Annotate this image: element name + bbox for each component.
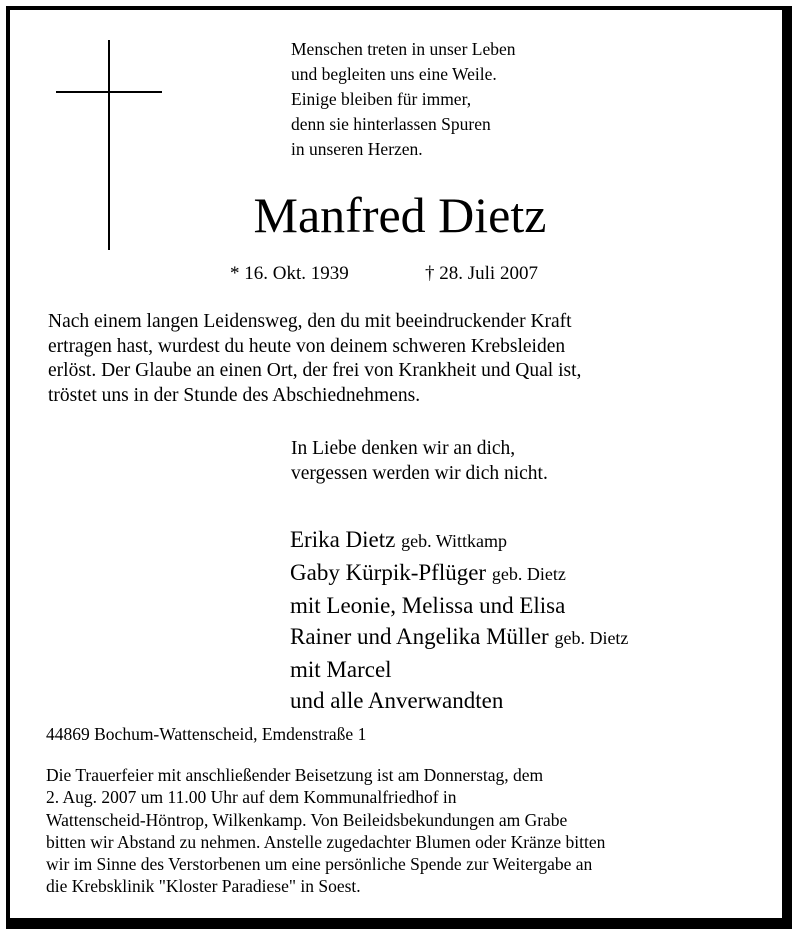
farewell-text — [291, 437, 771, 486]
mourner-maiden-name: geb. Dietz — [491, 564, 566, 584]
funeral-line: die Krebsklinik "Kloster Paradiese" in Soest. — [46, 876, 361, 897]
poem-line: in unseren Herzen. — [291, 139, 423, 159]
funeral-line: Die Trauerfeier mit anschließender Beisetzung ist am Donnerstag, dem — [46, 765, 544, 785]
mourner-row — [290, 685, 770, 716]
mourner-name: Erika Dietz — [290, 527, 396, 552]
funeral-notice — [46, 764, 776, 898]
poem-line: Einige bleiben für immer, — [291, 89, 472, 109]
mourner-row — [290, 557, 770, 590]
poem-line: und begleiten uns eine Weile. — [291, 64, 497, 84]
family-address: 44869 Bochum-Wattenscheid, Emdenstraße 1 — [46, 724, 367, 744]
mourner-maiden-name: geb. Dietz — [554, 628, 629, 648]
mourner-row — [290, 590, 770, 621]
farewell-line: In Liebe denken wir an dich, — [291, 438, 516, 459]
funeral-line: wir im Sinne des Verstorbenen um eine persönliche Spende zur Weitergabe an — [46, 854, 593, 875]
mourner-name: mit Leonie, Melissa und Elisa — [290, 593, 566, 618]
obituary-message — [48, 310, 778, 408]
funeral-line: Wattenscheid-Höntrop, Wilkenkamp. Von Beileidsbekundungen am Grabe — [46, 809, 568, 830]
mourner-row — [290, 621, 770, 654]
mourner-name: Gaby Kürpik-Pflüger — [290, 560, 487, 585]
birth-date: * 16. Okt. 1939 — [230, 263, 349, 284]
mourner-name: und alle Anverwandten — [290, 688, 504, 713]
poem — [291, 37, 711, 162]
mourner-name: Rainer und Angelika Müller — [290, 624, 549, 649]
funeral-line: 2. Aug. 2007 um 11.00 Uhr auf dem Kommunalfriedhof in — [46, 787, 457, 808]
mourner-name: mit Marcel — [290, 657, 392, 682]
message-line: tröstet uns in der Stunde des Abschiednehmens. — [48, 384, 421, 406]
mourner-row — [290, 524, 770, 557]
poem-line: Menschen treten in unser Leben — [291, 39, 516, 59]
death-date: † 28. Juli 2007 — [425, 263, 538, 284]
poem-line: denn sie hinterlassen Spuren — [291, 114, 491, 134]
mourner-maiden-name: geb. Wittkamp — [401, 531, 508, 551]
mourners-list — [290, 524, 770, 716]
funeral-line: bitten wir Abstand zu nehmen. Anstelle zugedachter Blumen oder Kränze bitten — [46, 831, 606, 852]
message-line: Nach einem langen Leidensweg, den du mit beeindruckender Kraft — [48, 311, 572, 332]
mourner-row — [290, 654, 770, 685]
message-line: ertragen hast, wurdest du heute von deinem schweren Krebsleiden — [48, 335, 566, 357]
farewell-line: vergessen werden wir dich nicht. — [291, 462, 548, 484]
message-line: erlöst. Der Glaube an einen Ort, der frei von Krankheit und Qual ist, — [48, 360, 582, 381]
deceased-name: Manfred Dietz — [253, 187, 547, 243]
